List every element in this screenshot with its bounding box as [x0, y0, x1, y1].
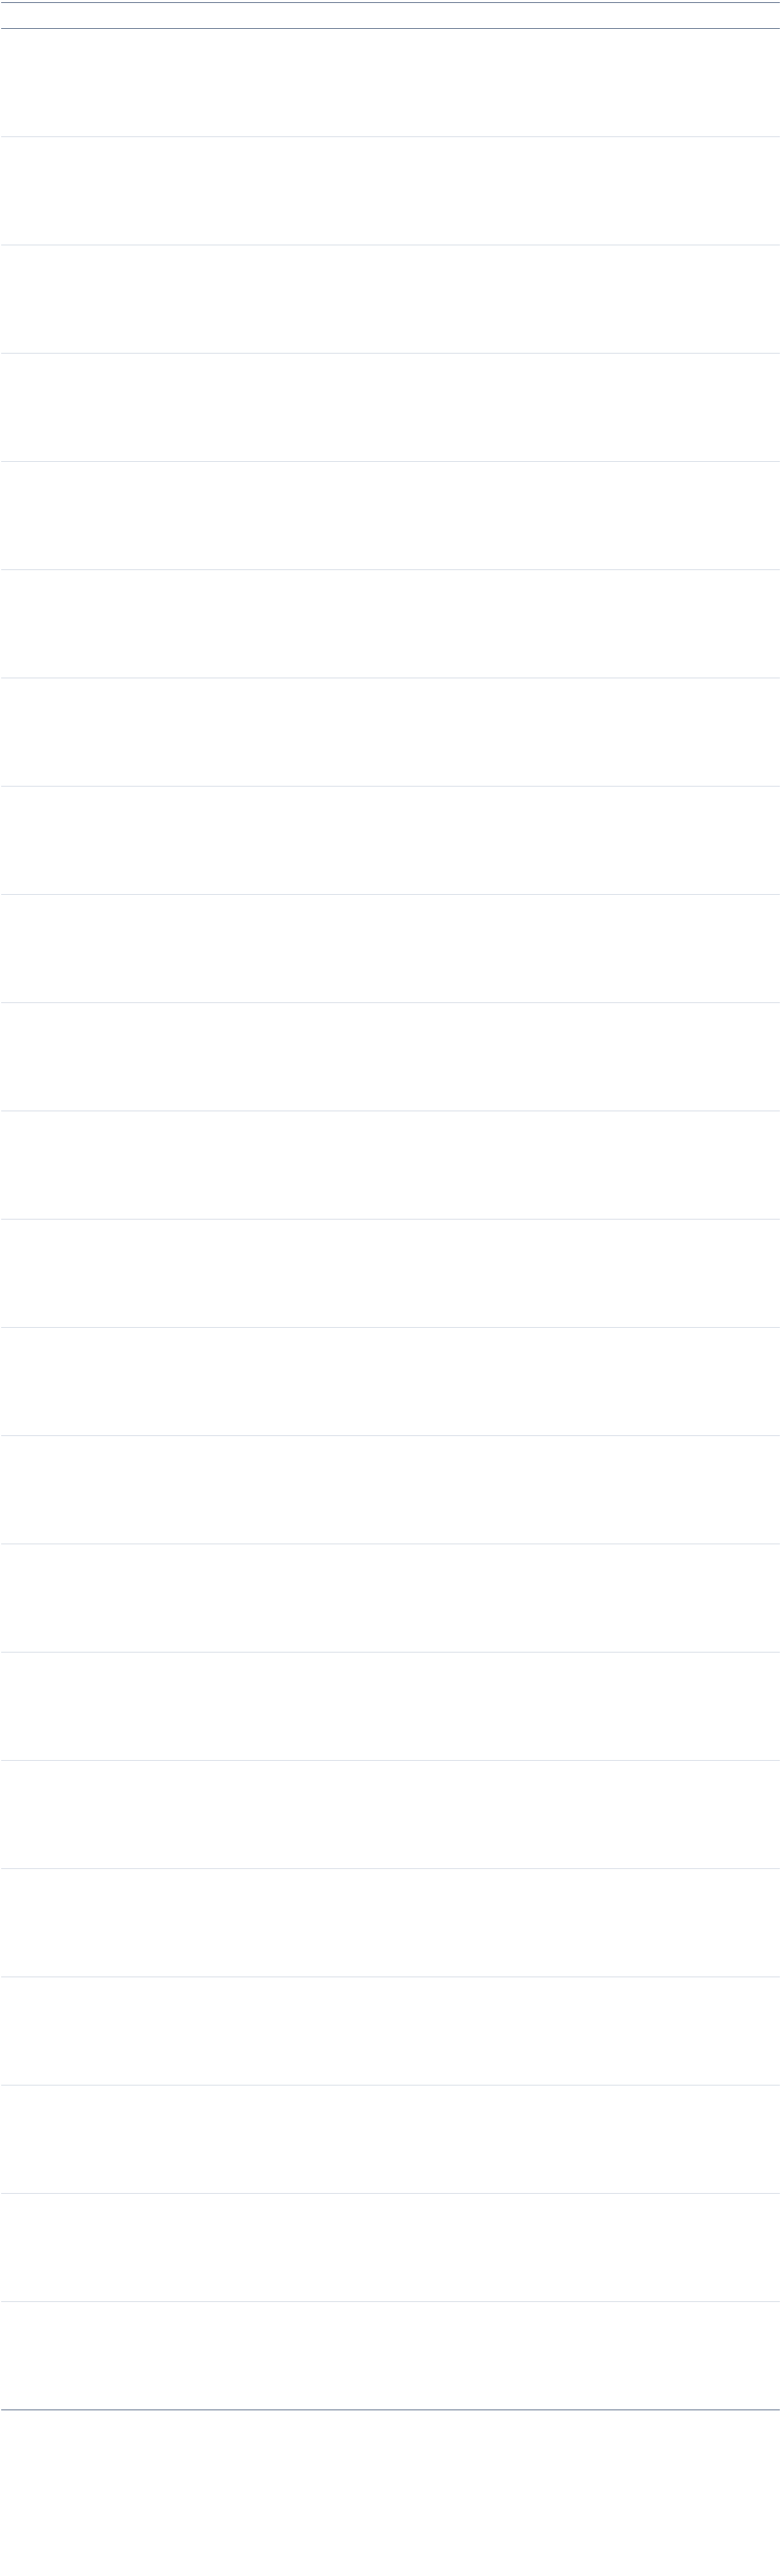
cell-probe-location	[302, 2085, 406, 2194]
cell-probe-location	[302, 1328, 406, 1436]
cell-patient-count	[89, 1652, 122, 1761]
cell-patient-count	[89, 1544, 122, 1652]
cell-reference	[1, 29, 31, 137]
cell-probe-location	[302, 787, 406, 895]
column-header-main-findings	[598, 3, 780, 29]
cell-ischemia-definition	[406, 2085, 512, 2194]
cell-patient-characteristics	[122, 1977, 217, 2085]
cell-ischemia-definition	[406, 1328, 512, 1436]
cell-study-aim	[512, 1003, 598, 1111]
cell-patient-count	[89, 570, 122, 678]
cell-ischemia-definition	[406, 2302, 512, 2410]
cell-study-type	[31, 245, 89, 354]
cell-ischemia-definition	[406, 1977, 512, 2085]
cell-patient-characteristics	[122, 245, 217, 354]
table-row	[1, 354, 780, 462]
cell-study-type	[31, 1003, 89, 1111]
cell-study-type	[31, 1869, 89, 1977]
cell-patient-characteristics	[122, 2085, 217, 2194]
cell-probe-location	[302, 1219, 406, 1328]
cell-monitoring-period	[217, 1869, 302, 1977]
cell-study-aim	[512, 29, 598, 137]
cell-probe-location	[302, 1869, 406, 1977]
cell-ischemia-definition	[406, 570, 512, 678]
cell-monitoring-period	[217, 1328, 302, 1436]
cell-ischemia-definition	[406, 1869, 512, 1977]
cell-patient-count	[89, 2194, 122, 2302]
cell-monitoring-period	[217, 787, 302, 895]
cell-study-type	[31, 29, 89, 137]
cell-main-findings	[598, 895, 780, 1003]
table-row	[1, 137, 780, 245]
cell-patient-characteristics	[122, 678, 217, 787]
cell-main-findings	[598, 1544, 780, 1652]
table-row	[1, 2194, 780, 2302]
cell-monitoring-period	[217, 2085, 302, 2194]
cell-patient-count	[89, 1977, 122, 2085]
cell-monitoring-period	[217, 137, 302, 245]
cell-monitoring-period	[217, 1436, 302, 1544]
literature-review-table	[1, 2, 780, 2410]
cell-ischemia-definition	[406, 1544, 512, 1652]
cell-monitoring-period	[217, 2194, 302, 2302]
cell-patient-count	[89, 1869, 122, 1977]
cell-patient-count	[89, 245, 122, 354]
cell-study-aim	[512, 1869, 598, 1977]
cell-patient-characteristics	[122, 137, 217, 245]
cell-monitoring-period	[217, 1111, 302, 1219]
cell-study-aim	[512, 1544, 598, 1652]
column-header-patient-count	[89, 3, 122, 29]
header-row	[1, 3, 780, 29]
cell-main-findings	[598, 2302, 780, 2410]
table-row	[1, 2302, 780, 2410]
cell-monitoring-period	[217, 1003, 302, 1111]
cell-main-findings	[598, 1219, 780, 1328]
cell-study-type	[31, 895, 89, 1003]
cell-reference	[1, 1869, 31, 1977]
cell-main-findings	[598, 1977, 780, 2085]
cell-monitoring-period	[217, 1761, 302, 1869]
cell-reference	[1, 354, 31, 462]
cell-main-findings	[598, 570, 780, 678]
cell-reference	[1, 462, 31, 570]
cell-reference	[1, 787, 31, 895]
cell-reference	[1, 895, 31, 1003]
cell-patient-count	[89, 895, 122, 1003]
cell-study-aim	[512, 787, 598, 895]
cell-monitoring-period	[217, 895, 302, 1003]
cell-patient-count	[89, 462, 122, 570]
cell-study-aim	[512, 895, 598, 1003]
cell-ischemia-definition	[406, 354, 512, 462]
table-row	[1, 1869, 780, 1977]
cell-patient-characteristics	[122, 1436, 217, 1544]
cell-reference	[1, 2194, 31, 2302]
cell-reference	[1, 1003, 31, 1111]
cell-monitoring-period	[217, 29, 302, 137]
cell-patient-count	[89, 2302, 122, 2410]
cell-study-aim	[512, 1977, 598, 2085]
cell-probe-location	[302, 1977, 406, 2085]
cell-patient-characteristics	[122, 29, 217, 137]
cell-study-type	[31, 570, 89, 678]
cell-reference	[1, 1219, 31, 1328]
cell-main-findings	[598, 1328, 780, 1436]
cell-main-findings	[598, 1111, 780, 1219]
cell-probe-location	[302, 895, 406, 1003]
table-row	[1, 1761, 780, 1869]
cell-study-type	[31, 2085, 89, 2194]
cell-study-aim	[512, 2194, 598, 2302]
cell-study-type	[31, 354, 89, 462]
cell-ischemia-definition	[406, 678, 512, 787]
cell-reference	[1, 678, 31, 787]
cell-patient-count	[89, 787, 122, 895]
cell-monitoring-period	[217, 1544, 302, 1652]
cell-patient-count	[89, 1111, 122, 1219]
cell-study-type	[31, 678, 89, 787]
table-row	[1, 1219, 780, 1328]
table-row	[1, 1652, 780, 1761]
cell-probe-location	[302, 462, 406, 570]
cell-main-findings	[598, 1436, 780, 1544]
cell-patient-count	[89, 1761, 122, 1869]
cell-patient-characteristics	[122, 354, 217, 462]
table-header	[1, 3, 780, 29]
table-row	[1, 895, 780, 1003]
table-row	[1, 1003, 780, 1111]
table-row	[1, 1111, 780, 1219]
cell-ischemia-definition	[406, 895, 512, 1003]
cell-probe-location	[302, 2194, 406, 2302]
cell-ischemia-definition	[406, 787, 512, 895]
cell-study-aim	[512, 570, 598, 678]
cell-patient-count	[89, 354, 122, 462]
cell-study-aim	[512, 245, 598, 354]
cell-ischemia-definition	[406, 1436, 512, 1544]
cell-study-type	[31, 2302, 89, 2410]
cell-main-findings	[598, 1003, 780, 1111]
cell-probe-location	[302, 570, 406, 678]
cell-patient-characteristics	[122, 2194, 217, 2302]
cell-patient-count	[89, 2085, 122, 2194]
cell-patient-count	[89, 1003, 122, 1111]
column-header-study-aim	[512, 3, 598, 29]
cell-probe-location	[302, 1761, 406, 1869]
table-footnote	[1, 2410, 780, 2437]
cell-ischemia-definition	[406, 137, 512, 245]
cell-patient-count	[89, 1219, 122, 1328]
cell-ischemia-definition	[406, 1003, 512, 1111]
cell-ischemia-definition	[406, 1652, 512, 1761]
cell-study-type	[31, 1544, 89, 1652]
cell-monitoring-period	[217, 354, 302, 462]
cell-reference	[1, 2302, 31, 2410]
cell-study-type	[31, 1219, 89, 1328]
table-row	[1, 1544, 780, 1652]
cell-main-findings	[598, 678, 780, 787]
cell-reference	[1, 1761, 31, 1869]
cell-main-findings	[598, 462, 780, 570]
cell-study-aim	[512, 137, 598, 245]
cell-study-aim	[512, 1761, 598, 1869]
cell-probe-location	[302, 1544, 406, 1652]
cell-probe-location	[302, 1111, 406, 1219]
cell-study-type	[31, 1328, 89, 1436]
cell-reference	[1, 1977, 31, 2085]
cell-ischemia-definition	[406, 29, 512, 137]
cell-study-type	[31, 462, 89, 570]
cell-probe-location	[302, 2302, 406, 2410]
cell-main-findings	[598, 354, 780, 462]
cell-patient-characteristics	[122, 1652, 217, 1761]
column-header-reference	[1, 3, 31, 29]
cell-patient-characteristics	[122, 787, 217, 895]
cell-monitoring-period	[217, 678, 302, 787]
cell-study-aim	[512, 462, 598, 570]
table-row	[1, 245, 780, 354]
cell-patient-characteristics	[122, 1003, 217, 1111]
cell-ischemia-definition	[406, 462, 512, 570]
cell-main-findings	[598, 1761, 780, 1869]
cell-ischemia-definition	[406, 245, 512, 354]
cell-monitoring-period	[217, 1652, 302, 1761]
table-row	[1, 462, 780, 570]
table-row	[1, 1977, 780, 2085]
cell-main-findings	[598, 1869, 780, 1977]
cell-reference	[1, 1328, 31, 1436]
cell-study-type	[31, 1111, 89, 1219]
cell-main-findings	[598, 137, 780, 245]
table-row	[1, 678, 780, 787]
cell-study-type	[31, 1977, 89, 2085]
cell-ischemia-definition	[406, 2194, 512, 2302]
cell-monitoring-period	[217, 1219, 302, 1328]
cell-patient-characteristics	[122, 462, 217, 570]
cell-study-aim	[512, 1328, 598, 1436]
cell-main-findings	[598, 245, 780, 354]
column-header-study-type	[31, 3, 89, 29]
cell-study-aim	[512, 678, 598, 787]
cell-study-aim	[512, 1219, 598, 1328]
cell-main-findings	[598, 2085, 780, 2194]
cell-monitoring-period	[217, 1977, 302, 2085]
cell-patient-characteristics	[122, 1219, 217, 1328]
cell-study-aim	[512, 1111, 598, 1219]
cell-study-aim	[512, 2085, 598, 2194]
cell-patient-characteristics	[122, 1328, 217, 1436]
cell-patient-count	[89, 1436, 122, 1544]
cell-probe-location	[302, 1003, 406, 1111]
column-header-probe-location	[302, 3, 406, 29]
cell-reference	[1, 1111, 31, 1219]
cell-patient-count	[89, 678, 122, 787]
table-row	[1, 2085, 780, 2194]
table-row	[1, 570, 780, 678]
cell-study-aim	[512, 1652, 598, 1761]
column-header-ischemia-definition	[406, 3, 512, 29]
cell-study-type	[31, 787, 89, 895]
cell-patient-characteristics	[122, 570, 217, 678]
table-row	[1, 1328, 780, 1436]
cell-study-type	[31, 1436, 89, 1544]
cell-study-type	[31, 2194, 89, 2302]
cell-patient-characteristics	[122, 1111, 217, 1219]
cell-patient-characteristics	[122, 1544, 217, 1652]
table-row	[1, 787, 780, 895]
cell-reference	[1, 570, 31, 678]
cell-patient-characteristics	[122, 1869, 217, 1977]
cell-main-findings	[598, 1652, 780, 1761]
cell-reference	[1, 1544, 31, 1652]
cell-patient-characteristics	[122, 895, 217, 1003]
cell-main-findings	[598, 2194, 780, 2302]
table-row	[1, 1436, 780, 1544]
cell-patient-characteristics	[122, 2302, 217, 2410]
cell-monitoring-period	[217, 462, 302, 570]
table-row	[1, 29, 780, 137]
cell-probe-location	[302, 137, 406, 245]
cell-monitoring-period	[217, 570, 302, 678]
cell-monitoring-period	[217, 2302, 302, 2410]
cell-study-type	[31, 1652, 89, 1761]
cell-main-findings	[598, 29, 780, 137]
cell-reference	[1, 245, 31, 354]
cell-ischemia-definition	[406, 1219, 512, 1328]
cell-study-type	[31, 1761, 89, 1869]
column-header-monitoring-period	[217, 3, 302, 29]
cell-reference	[1, 1436, 31, 1544]
cell-ischemia-definition	[406, 1761, 512, 1869]
cell-patient-count	[89, 29, 122, 137]
cell-patient-characteristics	[122, 1761, 217, 1869]
cell-reference	[1, 2085, 31, 2194]
cell-probe-location	[302, 1436, 406, 1544]
cell-monitoring-period	[217, 245, 302, 354]
cell-patient-count	[89, 1328, 122, 1436]
cell-study-aim	[512, 2302, 598, 2410]
cell-probe-location	[302, 678, 406, 787]
cell-probe-location	[302, 29, 406, 137]
column-header-patient-characteristics	[122, 3, 217, 29]
cell-reference	[1, 137, 31, 245]
cell-patient-count	[89, 137, 122, 245]
cell-main-findings	[598, 787, 780, 895]
cell-study-aim	[512, 1436, 598, 1544]
cell-probe-location	[302, 1652, 406, 1761]
cell-probe-location	[302, 354, 406, 462]
cell-study-aim	[512, 354, 598, 462]
cell-study-type	[31, 137, 89, 245]
cell-ischemia-definition	[406, 1111, 512, 1219]
cell-probe-location	[302, 245, 406, 354]
cell-reference	[1, 1652, 31, 1761]
table-body	[1, 29, 780, 2410]
